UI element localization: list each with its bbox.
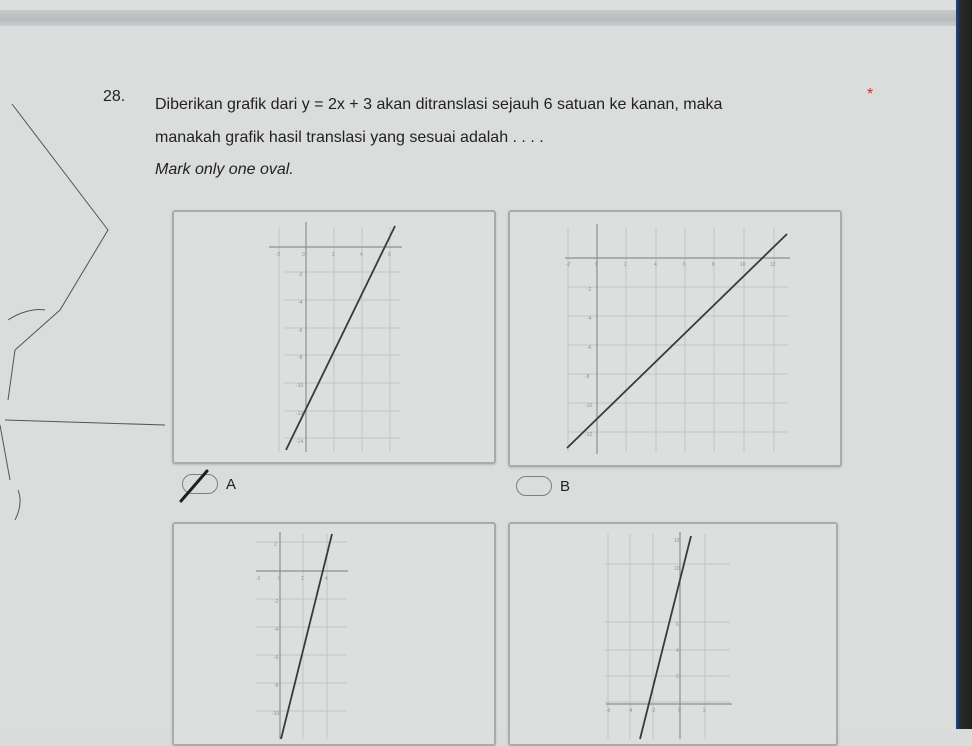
graph-d [510, 524, 836, 744]
question-number: 28. [103, 88, 126, 105]
svg-text:-4: -4 [274, 627, 279, 633]
svg-text:-14: -14 [296, 439, 304, 445]
svg-text:-10: -10 [296, 383, 304, 389]
svg-text:2: 2 [703, 708, 706, 714]
svg-text:-4: -4 [587, 316, 592, 322]
svg-text:-2: -2 [651, 708, 656, 714]
svg-text:-8: -8 [298, 355, 303, 361]
svg-text:12: 12 [674, 538, 680, 544]
svg-text:2: 2 [676, 674, 679, 680]
option-a-label: A [226, 475, 237, 493]
svg-text:4: 4 [676, 648, 679, 654]
screen-bezel [956, 0, 972, 729]
question-text [155, 88, 855, 154]
svg-text:2: 2 [274, 542, 277, 548]
svg-text:-8: -8 [274, 683, 279, 689]
option-b-image [508, 210, 842, 467]
question-line-1: Diberikan grafik dari y = 2x + 3 akan ditranslasi sejauh 6 satuan ke kanan, maka [155, 96, 723, 113]
svg-text:0: 0 [302, 252, 305, 258]
svg-text:-2: -2 [566, 262, 571, 268]
svg-text:-6: -6 [587, 345, 592, 351]
option-b-label: B [560, 477, 571, 495]
option-a-image [172, 210, 496, 464]
svg-text:6: 6 [676, 622, 679, 628]
svg-text:-6: -6 [606, 708, 611, 714]
option-a[interactable] [182, 474, 236, 494]
svg-text:10: 10 [740, 262, 746, 268]
option-c-image [172, 522, 496, 746]
svg-text:-10: -10 [585, 403, 593, 409]
svg-text:6: 6 [683, 262, 686, 268]
graph-a [174, 212, 494, 462]
svg-text:4: 4 [360, 252, 363, 258]
svg-text:-2: -2 [256, 576, 261, 582]
svg-text:2: 2 [624, 262, 627, 268]
svg-text:12: 12 [770, 262, 776, 268]
svg-text:6: 6 [388, 252, 391, 258]
option-b-radio[interactable] [516, 476, 552, 496]
question-line-2: manakah grafik hasil translasi yang sesuai adalah . . . . [155, 129, 544, 146]
svg-text:8: 8 [712, 262, 715, 268]
svg-text:2: 2 [301, 576, 304, 582]
svg-text:-10: -10 [272, 711, 280, 717]
required-asterisk: * [867, 86, 874, 103]
svg-text:0: 0 [278, 576, 281, 582]
svg-text:-8: -8 [585, 374, 590, 380]
graph-c [174, 524, 494, 744]
option-d-image [508, 522, 838, 746]
svg-text:-2: -2 [276, 252, 281, 258]
svg-text:-2: -2 [274, 599, 279, 605]
svg-text:0: 0 [678, 708, 681, 714]
svg-text:0: 0 [595, 262, 598, 268]
svg-text:4: 4 [654, 262, 657, 268]
svg-text:10: 10 [674, 566, 680, 572]
graph-b [510, 212, 840, 465]
svg-text:-6: -6 [274, 655, 279, 661]
svg-text:-4: -4 [628, 708, 633, 714]
svg-text:-12: -12 [296, 411, 304, 417]
top-band [0, 0, 972, 10]
svg-text:-4: -4 [298, 300, 303, 306]
svg-text:4: 4 [325, 576, 328, 582]
form-top-bar [0, 10, 958, 26]
svg-text:-12: -12 [585, 432, 593, 438]
pen-mark-icon [177, 467, 217, 503]
svg-text:-2: -2 [298, 272, 303, 278]
svg-text:2: 2 [332, 252, 335, 258]
svg-text:-2: -2 [587, 287, 592, 293]
option-a-radio[interactable] [182, 474, 218, 494]
instruction-text: Mark only one oval. [155, 161, 294, 178]
svg-text:-6: -6 [298, 328, 303, 334]
option-b[interactable] [516, 476, 570, 496]
